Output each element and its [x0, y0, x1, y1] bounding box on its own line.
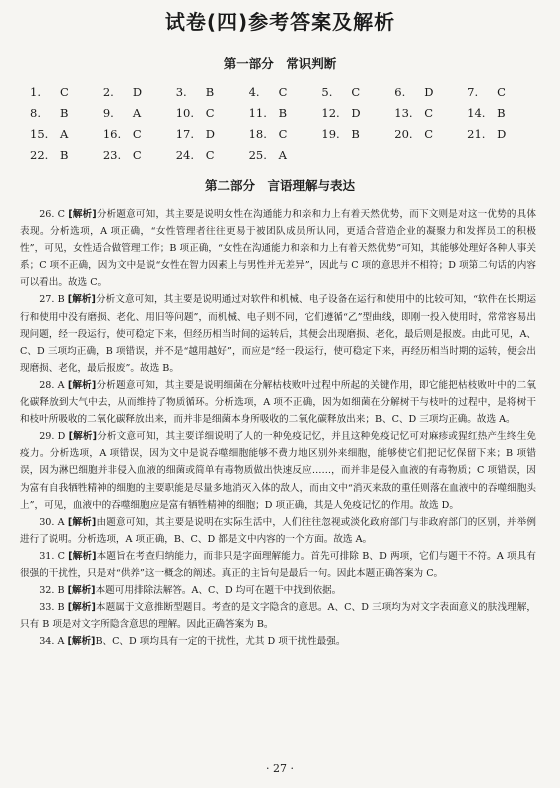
- explanation-paragraph: [20, 291, 536, 376]
- analysis-tag: [解析]: [67, 294, 96, 306]
- answer-item: [249, 84, 322, 101]
- page-title: 试卷(四)参考答案及解析: [164, 10, 396, 34]
- analysis-tag: [解析]: [67, 636, 96, 648]
- answer-number: 3.: [175, 85, 187, 99]
- answer-item: [176, 126, 249, 143]
- explanation-paragraph: [20, 428, 536, 513]
- answer-letter: D: [497, 127, 507, 141]
- explanation-paragraph: [20, 548, 536, 582]
- answer-item: [30, 84, 103, 101]
- answer-item: [249, 126, 322, 143]
- answer-number: 24.: [175, 148, 194, 162]
- answer-letter: A: [60, 127, 69, 141]
- answer-item: [103, 126, 176, 143]
- answer-letter: C: [424, 106, 434, 120]
- section-heading-common-sense: 第一部分 常识判断: [223, 56, 337, 71]
- answer-number: 13.: [394, 106, 413, 120]
- answer-number: 22.: [30, 148, 49, 162]
- answer-letter: B: [497, 106, 506, 120]
- answer-item: [394, 126, 467, 143]
- explanation-text: 本题可用排除法解答。A、C、D 均可在题干中找到依据。: [95, 585, 342, 597]
- answer-item: [30, 147, 103, 164]
- answer-number: 12.: [321, 106, 340, 120]
- question-answer-lead: 33. B: [39, 602, 68, 614]
- answer-item: [176, 84, 249, 101]
- explanation-text: 分析题意可知，其主要是说明细菌在分解枯枝败叶过程中所起的关键作用，即它能把枯枝败叶中的二氧化碳释放到大气中去，从而维持了物质循环。分析选项，A 项不正确，因为如细菌在分解树干与枝叶的过程中，是将树干和枝叶所吸收的二氧化碳释放出来，而并非是细菌本身所吸收的二氧化碳释放出来；B、C、D 三项均正确。故选 A。: [20, 379, 536, 426]
- analysis-tag: [解析]: [67, 516, 97, 528]
- answer-item: [394, 105, 467, 122]
- explanation-text: 分析题意可知，其主要是说明女性在沟通能力和亲和力上有着天然优势，而下文则是对这一优势的具体表现。分析选项，A 项正确，“女性管理者往往更易于被团队成员所认同，更适合营造企业的凝聚力和发挥员工的积极性”，可见，女性适合做管理工作；B 项正确，“女性在沟通能力和亲和力上有着天然优势”可知，其能够处理好各种人事关系；C 项不正确，因为文中是说“女性在智力因素上与男性并无差异”，因此与 C 项的意思并不相符；D 项第二句话的内容可以看出。故选 C。: [20, 209, 537, 289]
- answer-letter: B: [60, 106, 69, 120]
- explanation-text: 分析文意可知，其主要是说明通过对软件和机械、电子设备在运行和使用中的比较可知，“软件在长期运行和使用中没有磨损、老化、用旧等问题”，而机械、电子则不同，它们遵循“乙”型曲线，即刚一投入使用时，常常容易出现问题，经一段运行，使可稳定下来，但经历相当时间的运转后，其便会出现磨损、老化，最后则是报废。由此可见，A、C、D 三项均正确，B 项错误，并不是“越用越好”，而应是“经一段运行，使可稳定下来，再经历相当时期的运转，便会出现磨损、老化，最后报废”。故选 B。: [20, 294, 536, 374]
- answer-letter: D: [132, 85, 143, 99]
- answer-number: 19.: [321, 127, 340, 141]
- question-answer-lead: 29. D: [39, 431, 69, 443]
- answer-letter: C: [497, 85, 506, 99]
- answer-number: 17.: [175, 127, 194, 141]
- answer-number: 14.: [467, 106, 486, 120]
- answer-item: [321, 84, 394, 101]
- answer-number: 16.: [102, 127, 122, 141]
- explanation-paragraph: [20, 377, 536, 428]
- answer-letter: C: [278, 127, 288, 141]
- answer-number: 8.: [30, 106, 41, 120]
- answer-item: [467, 126, 540, 143]
- answer-number: 2.: [102, 85, 114, 99]
- explanation-paragraph: [20, 599, 536, 633]
- answer-letter: D: [424, 85, 434, 99]
- answer-item: [176, 147, 249, 164]
- analysis-tag: [解析]: [67, 585, 96, 597]
- answer-number: 15.: [30, 127, 49, 141]
- explanation-paragraph: [20, 582, 536, 599]
- answer-item: [103, 84, 176, 101]
- answer-grid: [30, 84, 540, 164]
- answer-letter: D: [205, 127, 215, 141]
- answer-letter: C: [205, 148, 215, 162]
- explanation-text: B、C、D 项均具有一定的干扰性，尤其 D 项干扰性最强。: [95, 636, 346, 648]
- explanation-paragraph: [20, 206, 536, 291]
- explanation-paragraph: [20, 633, 536, 650]
- explanations-body: [20, 206, 536, 650]
- answer-number: 10.: [175, 106, 194, 120]
- answer-item: [321, 126, 394, 143]
- analysis-tag: [解析]: [67, 379, 97, 391]
- answer-item: [249, 147, 322, 164]
- answer-number: 4.: [248, 85, 260, 99]
- question-answer-lead: 32. B: [39, 585, 68, 597]
- analysis-tag: [解析]: [68, 209, 97, 220]
- explanation-text: 由题意可知，其主要是说明在实际生活中，人们往往忽视或淡化政府部门与非政府部门的区别，并举例进行了说明。分析选项，A 项正确，B、C、D 都是文中内容的一个方面。故选 A。: [20, 516, 536, 545]
- answer-letter: B: [351, 127, 360, 141]
- answer-number: 18.: [248, 127, 267, 141]
- answer-letter: C: [132, 148, 142, 162]
- answer-item: [176, 105, 249, 122]
- answer-number: 11.: [248, 106, 267, 120]
- question-answer-lead: 27. B: [39, 294, 68, 306]
- answer-letter: C: [424, 127, 434, 141]
- answer-letter: B: [278, 106, 288, 120]
- answer-letter: C: [278, 85, 288, 99]
- answer-item: [103, 147, 176, 164]
- answer-letter: C: [205, 106, 215, 120]
- answer-item: [103, 105, 176, 122]
- answer-number: 9.: [102, 106, 114, 120]
- explanation-text: 本题属于文意推断型题目。考查的是文字隐含的意思。A、C、D 三项均为对文字表面意义的肤浅理解，只有 B 项是对文字所隐含意思的理解。因此正确答案为 B。: [20, 602, 536, 631]
- answer-item: [249, 105, 322, 122]
- answer-letter: B: [205, 85, 215, 99]
- answer-number: 7.: [467, 85, 479, 99]
- explanation-text: 本题旨在考查归纳能力，而非只是字面理解能力。首先可排除 B、D 两项，它们与题干不符。A 项具有很强的干扰性，只是对“供养”这一概念的阐述。真正的主旨句是最后一句。因此本题正确答案为 C。: [20, 550, 536, 579]
- answer-number: 23.: [102, 148, 122, 162]
- answer-letter: A: [278, 148, 287, 162]
- question-answer-lead: 31. C: [39, 550, 69, 562]
- answer-number: 1.: [30, 85, 41, 99]
- answer-item: [30, 105, 103, 122]
- answer-number: 6.: [394, 85, 406, 99]
- answer-letter: A: [132, 106, 142, 120]
- answer-number: 21.: [467, 127, 486, 141]
- question-answer-lead: 34. A: [39, 636, 68, 648]
- explanation-text: 分析文意可知，其主要详细说明了人的一种免疫记忆，并且这种免疫记忆可对麻疹或猩红热产生终生免疫力。分析选项，A 项错误，因为文中是说吞噬细胞能够不费力地区别外来细胞，能够使它们把记忆保留下来；B 项错误，因为淋巴细胞并非侵入血液的细菌或简单有毒物质做出快速反应……，而并非是侵入血液的有毒物质；C 项错误，因为富有自我牺牲精神的细胞的主要职能是尽量多地消灭入体的敌人，而由文中“消灭来敌的重任则落在血液中的吞噬细胞头上”，可见，血液中的吞噬细胞应是富有牺牲精神的细胞；D 项正确，其是人免疫记忆的作用。故选 D。: [20, 431, 536, 511]
- answer-letter: C: [132, 127, 142, 141]
- answer-letter: D: [351, 106, 361, 120]
- question-answer-lead: 30. A: [39, 516, 68, 528]
- analysis-tag: [解析]: [68, 431, 98, 443]
- answer-number: 5.: [321, 85, 333, 99]
- answer-item: [467, 84, 540, 101]
- analysis-tag: [解析]: [67, 602, 96, 614]
- analysis-tag: [解析]: [68, 550, 97, 562]
- answer-item: [30, 126, 103, 143]
- answer-item: [394, 84, 467, 101]
- explanation-paragraph: [20, 514, 536, 548]
- answer-item: [467, 105, 540, 122]
- section-heading-verbal: 第二部分 言语理解与表达: [204, 178, 355, 193]
- page-number: · 27 ·: [266, 762, 294, 775]
- answer-letter: C: [60, 85, 69, 99]
- answer-item: [321, 105, 394, 122]
- answer-number: 25.: [248, 148, 267, 162]
- answer-letter: B: [60, 148, 69, 162]
- answer-letter: C: [351, 85, 361, 99]
- question-answer-lead: 26. C: [39, 209, 69, 220]
- question-answer-lead: 28. A: [39, 379, 68, 391]
- answer-number: 20.: [394, 127, 413, 141]
